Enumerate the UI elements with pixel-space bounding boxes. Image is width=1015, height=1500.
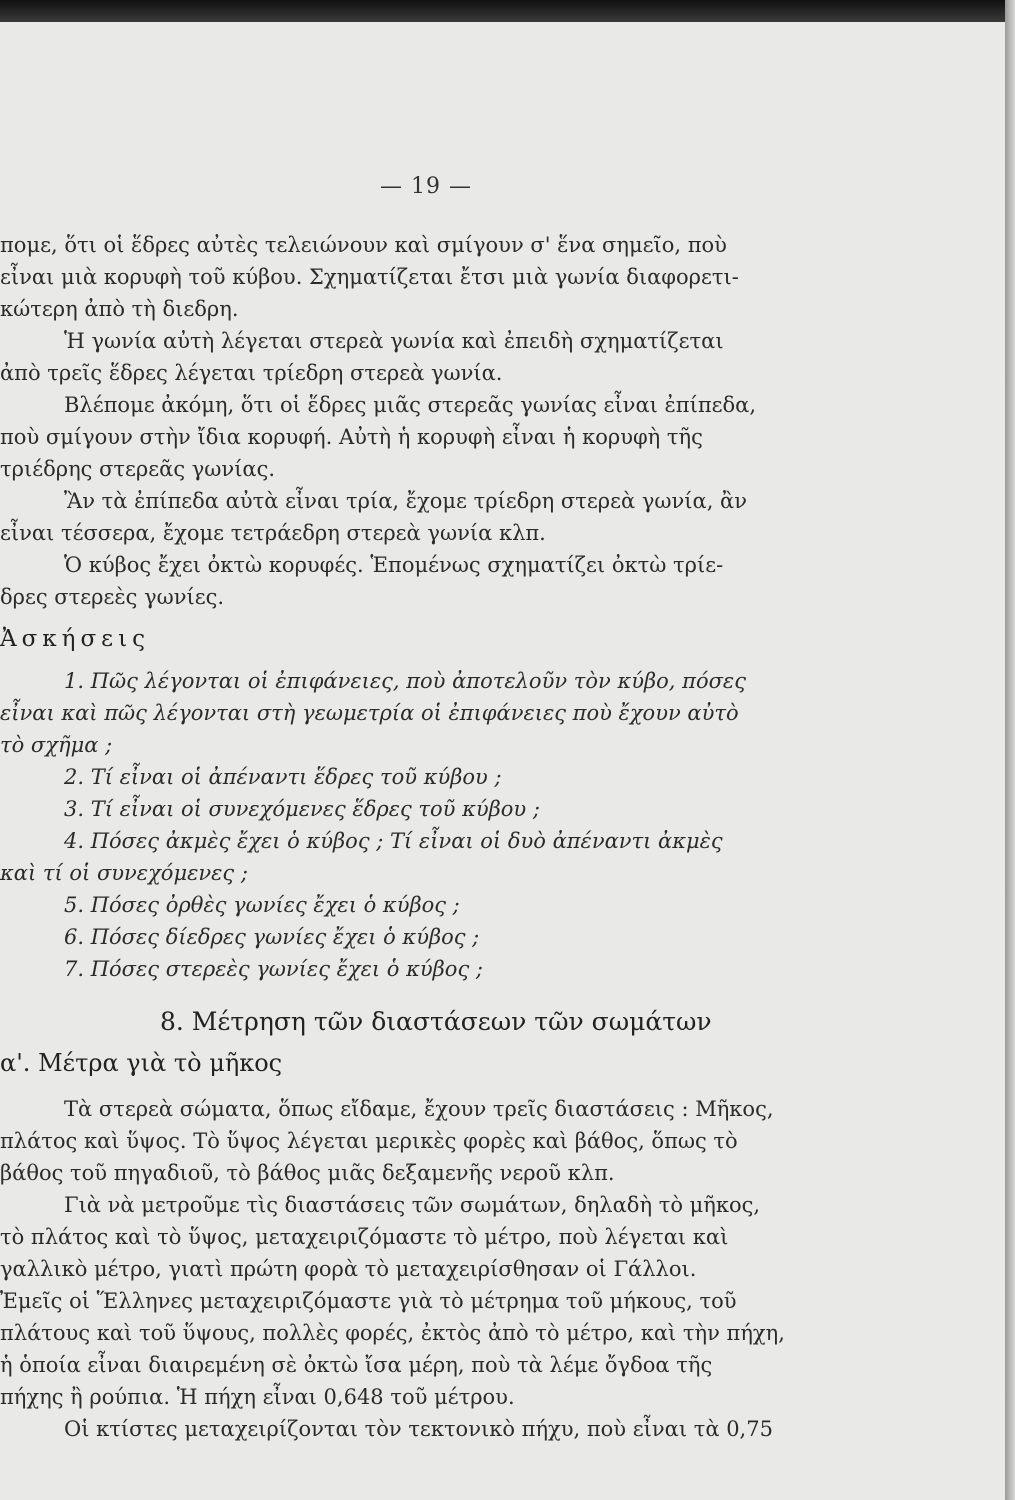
section-line: ἡ ὁποία εἶναι διαιρεμένη σὲ ὀκτὼ ἴσα μέρη, ποὺ τὰ λέμε ὄγδοα τῆς — [0, 1353, 713, 1377]
exercise-line: 7. Πόσες στερεὲς γωνίες ἔχει ὁ κύβος ; — [64, 957, 483, 981]
section-line: γαλλικὸ μέτρο, γιατὶ πρώτη φορὰ τὸ μεταχειρίσθησαν οἱ Γάλλοι. — [0, 1257, 697, 1281]
body-line: ποὺ σμίγουν στὴν ἴδια κορυφή. Αὐτὴ ἡ κορυφὴ εἶναι ἡ κορυφὴ τῆς — [0, 425, 703, 449]
section-line: πλάτος καὶ ὕψος. Τὸ ὕψος λέγεται μερικὲς φορὲς καὶ βάθος, ὅπως τὸ — [0, 1129, 738, 1153]
exercise-line: 3. Τί εἶναι οἱ συνεχόμενες ἕδρες τοῦ κύβου ; — [64, 797, 540, 821]
section-line: πλάτους καὶ τοῦ ὕψους, πολλὲς φορές, ἐκτὸς ἀπὸ τὸ μέτρο, καὶ τὴν πήχη, — [0, 1321, 785, 1345]
body-line: Ὁ κύβος ἔχει ὀκτὼ κορυφές. Ἑπομένως σχηματίζει ὀκτὼ τρίε- — [64, 553, 724, 577]
section-line: Τὰ στερεὰ σώματα, ὅπως εἴδαμε, ἔχουν τρεῖς διαστάσεις : Μῆκος, — [64, 1097, 774, 1121]
body-line: Ἂν τὰ ἐπίπεδα αὐτὰ εἶναι τρία, ἔχομε τρίεδρη στερεὰ γωνία, ἂν — [64, 489, 747, 513]
body-line: τριέδρης στερεᾶς γωνίας. — [0, 457, 276, 481]
section-line: Οἱ κτίστες μεταχειρίζονται τὸν τεκτονικὸ πήχυ, ποὺ εἶναι τὰ 0,75 — [64, 1417, 773, 1441]
body-line: πομε, ὅτι οἱ ἕδρες αὐτὲς τελειώνουν καὶ σμίγουν σ' ἕνα σημεῖο, ποὺ — [0, 233, 727, 257]
body-line: δρες στερεὲς γωνίες. — [0, 585, 225, 609]
page-number: — 19 — — [380, 174, 472, 199]
exercise-line: 6. Πόσες δίεδρες γωνίες ἔχει ὁ κύβος ; — [64, 925, 480, 949]
section-line: Ἐμεῖς οἱ Ἕλληνες μεταχειριζόμαστε γιὰ τὸ μέτρημα τοῦ μήκους, τοῦ — [0, 1289, 737, 1313]
section-line: βάθος τοῦ πηγαδιοῦ, τὸ βάθος μιᾶς δεξαμενῆς νεροῦ κλπ. — [0, 1161, 615, 1185]
page-edge — [1005, 0, 1015, 1500]
body-line: κώτερη ἀπὸ τὴ διεδρη. — [0, 297, 239, 321]
exercise-line: τὸ σχῆμα ; — [0, 733, 113, 757]
exercise-line: 2. Τί εἶναι οἱ ἀπέναντι ἕδρες τοῦ κύβου ; — [64, 765, 502, 789]
exercise-line: εἶναι καὶ πῶς λέγονται στὴ γεωμετρία οἱ ἐπιφάνειες ποὺ ἔχουν αὐτὸ — [0, 701, 739, 725]
body-line: εἶναι τέσσερα, ἔχομε τετράεδρη στερεὰ γωνία κλπ. — [0, 521, 546, 545]
subsection-heading: α'. Μέτρα γιὰ τὸ μῆκος — [0, 1049, 283, 1077]
exercises-heading: Ἀσκήσεις — [0, 626, 150, 652]
body-line: ἀπὸ τρεῖς ἕδρες λέγεται τρίεδρη στερεὰ γωνία. — [0, 361, 503, 385]
body-line: Βλέπομε ἀκόμη, ὅτι οἱ ἕδρες μιᾶς στερεᾶς γωνίας εἶναι ἐπίπεδα, — [64, 393, 757, 417]
scan-top-shadow — [0, 0, 1015, 22]
body-line: Ἡ γωνία αὐτὴ λέγεται στερεὰ γωνία καὶ ἐπειδὴ σχηματίζεται — [64, 329, 724, 353]
section-line: τὸ πλάτος καὶ τὸ ὕψος, μεταχειριζόμαστε τὸ μέτρο, ποὺ λέγεται καὶ — [0, 1225, 729, 1249]
document-page — [0, 22, 1005, 1500]
exercise-line: 1. Πῶς λέγονται οἱ ἐπιφάνειες, ποὺ ἀποτελοῦν τὸν κύβο, πόσες — [64, 669, 746, 693]
exercise-line: καὶ τί οἱ συνεχόμενες ; — [0, 861, 248, 885]
body-line: εἶναι μιὰ κορυφὴ τοῦ κύβου. Σχηματίζεται ἔτσι μιὰ γωνία διαφορετι- — [0, 265, 739, 289]
exercise-line: 5. Πόσες ὀρθὲς γωνίες ἔχει ὁ κύβος ; — [64, 893, 460, 917]
section-line: Γιὰ νὰ μετροῦμε τὶς διαστάσεις τῶν σωμάτων, δηλαδὴ τὸ μῆκος, — [64, 1193, 761, 1217]
section-heading: 8. Μέτρηση τῶν διαστάσεων τῶν σωμάτων — [160, 1007, 712, 1036]
exercise-line: 4. Πόσες ἀκμὲς ἔχει ὁ κύβος ; Τί εἶναι οἱ δυὸ ἀπέναντι ἀκμὲς — [64, 829, 723, 853]
section-line: πήχης ἢ ρούπια. Ἡ πήχη εἶναι 0,648 τοῦ μέτρου. — [0, 1385, 515, 1409]
